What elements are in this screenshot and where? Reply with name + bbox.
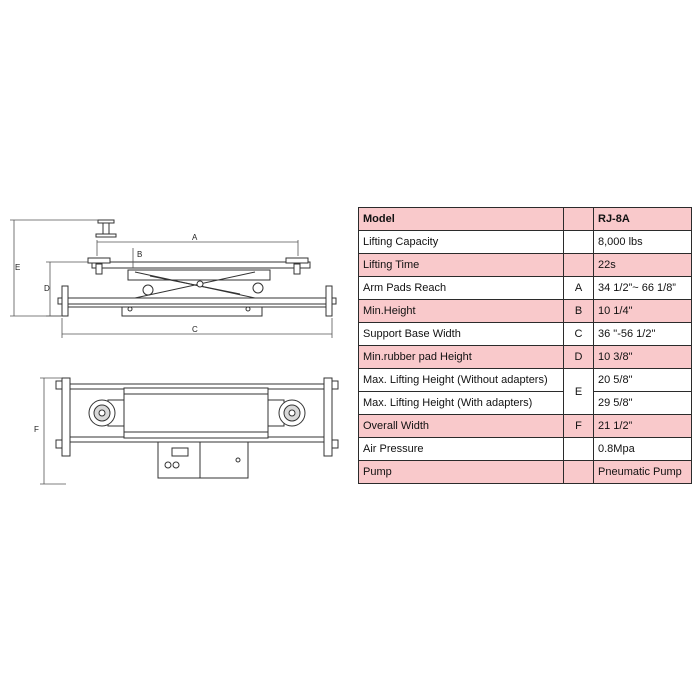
row-value: 34 1/2”~ 66 1/8”: [594, 277, 692, 300]
row-value: 21 1/2”: [594, 415, 692, 438]
row-label: Max. Lifting Height (With adapters): [359, 392, 564, 415]
row-value: 20 5/8": [594, 369, 692, 392]
header-code: [564, 208, 594, 231]
row-label: Max. Lifting Height (Without adapters): [359, 369, 564, 392]
table-row: [359, 346, 692, 369]
row-label: Pump: [359, 461, 564, 484]
row-code: D: [564, 346, 594, 369]
table-row: [359, 369, 692, 392]
table-row: [359, 415, 692, 438]
row-label: Min.rubber pad Height: [359, 346, 564, 369]
row-label: Lifting Time: [359, 254, 564, 277]
dim-label-d: D: [44, 284, 50, 293]
row-label: Overall Width: [359, 415, 564, 438]
row-code: A: [564, 277, 594, 300]
row-code: C: [564, 323, 594, 346]
row-label: Lifting Capacity: [359, 231, 564, 254]
dim-label-f: F: [34, 425, 39, 434]
row-value: 29 5/8": [594, 392, 692, 415]
table-row: [359, 300, 692, 323]
table-row: [359, 254, 692, 277]
row-code: B: [564, 300, 594, 323]
row-value: 22s: [594, 254, 692, 277]
dim-label-e: E: [15, 263, 21, 272]
table-row: [359, 461, 692, 484]
row-code: [564, 231, 594, 254]
row-label: Min.Height: [359, 300, 564, 323]
row-label: Arm Pads Reach: [359, 277, 564, 300]
row-code: F: [564, 415, 594, 438]
dim-label-a: A: [192, 233, 198, 242]
row-value: Pneumatic Pump: [594, 461, 692, 484]
table-row: [359, 438, 692, 461]
row-code: [564, 254, 594, 277]
table-row: [359, 277, 692, 300]
dim-label-b: B: [137, 250, 143, 259]
table-header-row: [359, 208, 692, 231]
dim-label-c: C: [192, 325, 198, 334]
table-row: [359, 392, 692, 415]
row-code: [564, 461, 594, 484]
row-label: Air Pressure: [359, 438, 564, 461]
spec-table: [358, 207, 692, 484]
row-value: 8,000 lbs: [594, 231, 692, 254]
row-code: [564, 438, 594, 461]
table-row: [359, 231, 692, 254]
top-view-lift: [56, 378, 338, 478]
row-value: 10 3/8": [594, 346, 692, 369]
header-label: Model: [359, 208, 564, 231]
row-label: Support Base Width: [359, 323, 564, 346]
header-value: RJ-8A: [594, 208, 692, 231]
row-value: 10 1/4": [594, 300, 692, 323]
row-value: 0.8Mpa: [594, 438, 692, 461]
row-code: E: [564, 369, 594, 415]
row-value: 36 "-56 1/2": [594, 323, 692, 346]
table-row: [359, 323, 692, 346]
